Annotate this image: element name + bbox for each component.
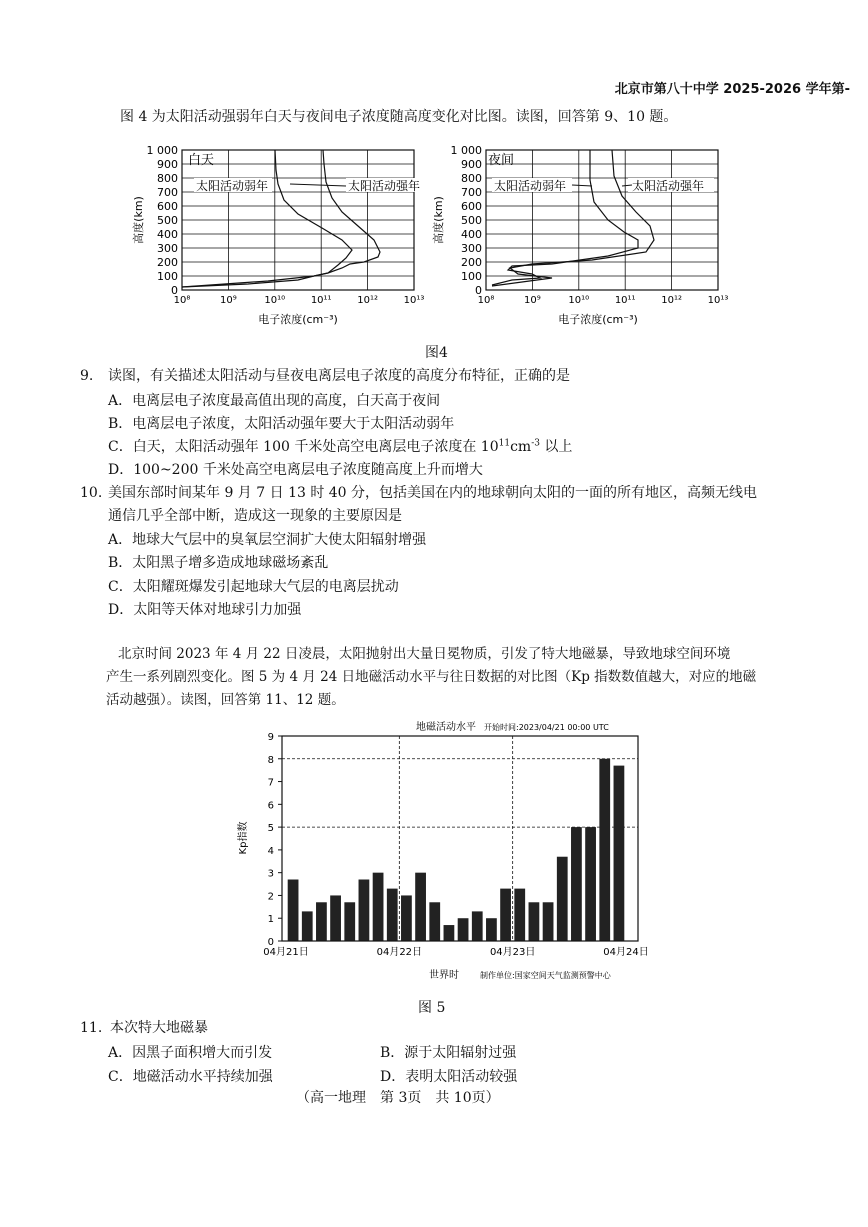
kp-bar <box>373 873 384 941</box>
night-ytick-label: 500 <box>461 214 482 227</box>
night-label: 夜间 <box>488 153 515 168</box>
kp-ytick-label: 9 <box>267 732 274 743</box>
kp-x-ticks <box>263 946 648 958</box>
kp-ytick-label: 0 <box>267 937 274 948</box>
q11-option-c[interactable]: C．地磁活动水平持续加强 <box>108 1069 273 1085</box>
night-strong-label: 太阳活动强年 <box>632 179 705 193</box>
night-xtick-label: 10¹⁰ <box>568 295 590 306</box>
q11-stem: 本次特大地磁暴 <box>110 1020 208 1036</box>
kp-bar <box>514 889 525 941</box>
night-xlabel: 电子浓度(cm⁻³) <box>558 313 638 326</box>
day-y-ticks <box>147 144 179 297</box>
fig5-source: 制作单位:国家空间天气监测预警中心 <box>480 971 611 980</box>
day-ytick-label: 600 <box>157 200 178 213</box>
kp-bar <box>401 895 412 941</box>
night-ytick-label: 1 000 <box>450 144 482 157</box>
kp-ytick-label: 2 <box>267 891 274 903</box>
q9-option-b[interactable]: B．电离层电子浓度，太阳活动强年要大于太阳活动弱年 <box>108 416 455 432</box>
day-ytick-label: 200 <box>157 256 178 269</box>
fig5-caption: 图 5 <box>418 1000 446 1016</box>
day-xlabel: 电子浓度(cm⁻³) <box>258 313 338 326</box>
night-ytick-label: 0 <box>475 284 482 297</box>
q10-option-d[interactable]: D．太阳等天体对地球引力加强 <box>108 602 302 618</box>
kp-bar <box>444 925 455 941</box>
fig5-title: 地磁活动水平 <box>416 722 476 733</box>
q10-option-c[interactable]: C．太阳耀斑爆发引起地球大气层的电离层扰动 <box>108 579 399 595</box>
fig5-xlabel: 世界时 <box>429 970 459 981</box>
q10-stem-line1: 美国东部时间某年 9 月 7 日 13 时 40 分，包括美国在内的地球朝向太阳的一面的所有地区，高频无线电 <box>108 485 758 501</box>
night-xtick-label: 10¹² <box>661 295 682 306</box>
q9-option-a[interactable]: A．电离层电子浓度最高值出现的高度，白天高于夜间 <box>108 393 441 409</box>
fig5-intro-line1: 北京时间 2023 年 4 月 22 日凌晨，太阳抛射出大量日冕物质，引发了特大地磁暴，导致地球空间环境 <box>118 646 731 662</box>
q10-stem-line2: 通信几乎全部中断，造成这一现象的主要原因是 <box>108 508 402 524</box>
kp-bar <box>359 880 370 942</box>
kp-xtick-label: 04月22日 <box>376 947 423 958</box>
kp-bar <box>614 766 625 941</box>
day-ytick-label: 800 <box>157 172 178 185</box>
day-ytick-label: 400 <box>157 228 178 241</box>
q10-option-b[interactable]: B．太阳黑子增多造成地球磁场紊乱 <box>108 555 329 571</box>
night-weak-label: 太阳活动弱年 <box>494 179 567 193</box>
q9-option-c[interactable]: C．白天，太阳活动强年 100 千米处高空电离层电子浓度在 $10^{11}cm^{-3}$ 以上 <box>108 438 573 455</box>
kp-bar <box>599 759 610 941</box>
night-xtick-label: 10¹³ <box>707 295 729 306</box>
day-ytick-label: 300 <box>157 242 178 255</box>
q10-option-a[interactable]: A．地球大气层中的臭氧层空洞扩大使太阳辐射增强 <box>108 532 427 548</box>
kp-bar <box>316 902 327 941</box>
q9-option-d[interactable]: D．100~200 千米处高空电离层电子浓度随高度上升而增大 <box>108 462 483 478</box>
q11-number: 11. <box>80 1020 103 1036</box>
day-xtick-label: 10¹² <box>357 295 378 306</box>
kp-xtick-label: 04月21日 <box>263 947 309 958</box>
kp-bar <box>458 918 469 941</box>
q11-option-d[interactable]: D．表明太阳活动较强 <box>380 1069 518 1085</box>
day-x-ticks <box>174 295 425 306</box>
night-weak-curve <box>492 150 638 285</box>
night-y-ticks <box>451 144 483 297</box>
night-grid <box>486 150 718 290</box>
kp-ytick-label: 7 <box>267 777 274 789</box>
day-weak-curve <box>182 150 352 287</box>
kp-bar <box>543 902 554 941</box>
day-ytick-label: 500 <box>157 214 178 227</box>
kp-bar <box>571 827 582 941</box>
night-ytick-label: 100 <box>461 270 482 283</box>
kp-xtick-label: 04月24日 <box>603 947 649 958</box>
night-ytick-label: 600 <box>461 200 482 213</box>
kp-bar <box>387 889 398 941</box>
q10-number: 10. <box>80 485 103 501</box>
night-ytick-label: 900 <box>461 158 482 171</box>
kp-bar <box>500 889 511 941</box>
night-ytick-label: 700 <box>461 186 482 199</box>
day-grid <box>182 150 414 290</box>
night-ylabel: 高度(km) <box>432 196 445 244</box>
day-ytick-label: 100 <box>157 270 178 283</box>
fig4-night-chart <box>432 140 732 330</box>
day-weak-label: 太阳活动弱年 <box>196 179 269 193</box>
kp-xtick-label: 04月23日 <box>489 947 536 958</box>
night-xtick-label: 10⁹ <box>524 295 541 306</box>
night-x-ticks <box>478 295 729 306</box>
kp-bar <box>486 918 497 941</box>
kp-bar <box>472 911 483 941</box>
kp-bar <box>415 873 426 941</box>
day-strong-label: 太阳活动强年 <box>348 179 421 193</box>
fig4-intro: 图 4 为太阳活动强弱年白天与夜间电子浓度随高度变化对比图。读图，回答第 9、10 题。 <box>120 109 678 125</box>
school-header: 北京市第八十中学 2025-2026 学年第- <box>614 82 850 97</box>
page-footer: （高一地理 第 3页 共 10页） <box>296 1090 500 1106</box>
night-ytick-label: 400 <box>461 228 482 241</box>
kp-bar <box>330 895 341 941</box>
night-xtick-label: 10⁸ <box>477 295 495 306</box>
day-ytick-label: 700 <box>157 186 178 199</box>
day-ytick-label: 1 000 <box>146 144 178 157</box>
day-xtick-label: 10¹³ <box>403 295 425 306</box>
q9-number: 9. <box>80 368 94 384</box>
fig4-day-chart <box>128 140 428 330</box>
day-ylabel: 高度(km) <box>132 196 145 244</box>
kp-bars <box>288 759 625 941</box>
fig5-ylabel: Kp指数 <box>238 821 249 855</box>
night-ytick-label: 200 <box>461 256 482 269</box>
kp-bar <box>288 880 299 942</box>
q11-option-b[interactable]: B．源于太阳辐射过强 <box>380 1045 517 1061</box>
night-ytick-label: 300 <box>461 242 482 255</box>
day-ytick-label: 900 <box>157 158 178 171</box>
fig4-caption: 图4 <box>425 345 448 361</box>
day-ytick-label: 0 <box>171 284 178 297</box>
day-label: 白天 <box>188 153 215 168</box>
day-xtick-label: 10⁹ <box>220 295 237 306</box>
kp-bar <box>557 857 568 941</box>
kp-ytick-label: 1 <box>267 914 274 926</box>
kp-bar <box>302 911 313 941</box>
night-ytick-label: 800 <box>461 172 482 185</box>
day-xtick-label: 10⁸ <box>173 295 191 306</box>
kp-ytick-label: 3 <box>267 868 274 880</box>
fig5-start-time: 开始时间:2023/04/21 00:00 UTC <box>484 723 609 732</box>
kp-bar <box>585 827 596 941</box>
kp-y-ticks <box>268 732 282 948</box>
day-strong-curve <box>182 150 380 287</box>
kp-ytick-label: 5 <box>267 823 274 835</box>
fig5-kp-chart <box>230 716 650 986</box>
q11-option-a[interactable]: A．因黑子面积增大而引发 <box>108 1045 273 1061</box>
day-xtick-label: 10¹⁰ <box>264 295 286 306</box>
q9-stem: 读图，有关描述太阳活动与昼夜电离层电子浓度的高度分布特征，正确的是 <box>108 368 570 384</box>
fig5-intro-line3: 活动越强）。读图，回答第 11、12 题。 <box>106 692 345 708</box>
fig5-intro-line2: 产生一系列剧烈变化。图 5 为 4 月 24 日地磁活动水平与往日数据的对比图（Kp 指数数值越大，对应的地磁 <box>106 669 757 685</box>
kp-ytick-label: 8 <box>267 754 274 766</box>
kp-ytick-label: 4 <box>267 845 274 857</box>
day-xtick-label: 10¹¹ <box>310 295 332 306</box>
kp-bar <box>344 902 355 941</box>
kp-bar <box>429 902 440 941</box>
kp-ytick-label: 6 <box>267 800 274 812</box>
kp-bar <box>529 902 540 941</box>
night-xtick-label: 10¹¹ <box>614 295 636 306</box>
